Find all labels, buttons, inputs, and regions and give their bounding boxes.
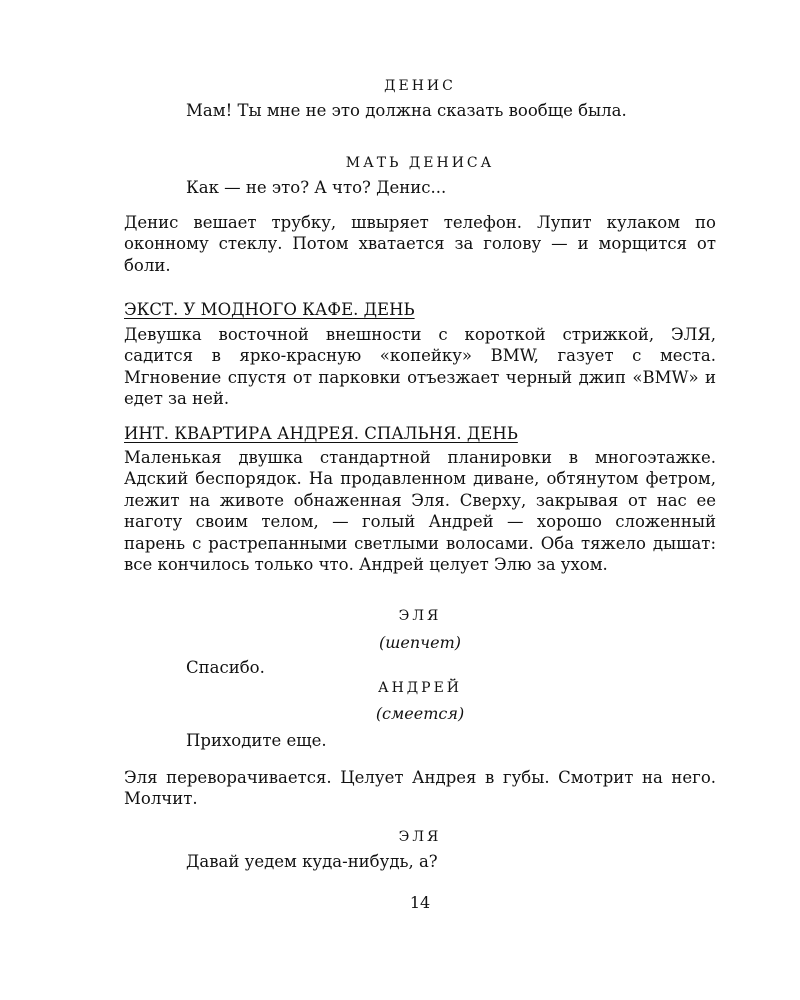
dialogue: Мам! Ты мне не это должна сказать вообще была.	[186, 101, 627, 120]
scene-heading: ИНТ. КВАРТИРА АНДРЕЯ. СПАЛЬНЯ. ДЕНЬ	[124, 424, 518, 443]
character-name: АНДРЕЙ	[377, 680, 463, 696]
action-paragraph: Эля переворачивается. Целует Андрея в губы. Смотрит на него. Молчит.	[124, 768, 716, 809]
parenthetical: (шепчет)	[378, 633, 461, 652]
character-name: ДЕНИС	[384, 78, 456, 94]
page-number: 14	[409, 893, 431, 912]
character-name: ЭЛЯ	[398, 608, 442, 624]
dialogue: Как — не это? А что? Денис...	[186, 178, 447, 197]
character-name: МАТЬ ДЕНИСА	[345, 155, 495, 171]
action-paragraph: Маленькая двушка стандартной планировки в многоэтажке. Адский беспорядок. На продавленном диване, обтянутом фетром, лежит на животе обнаженная Эля. Сверху, закрывая от нас ее наготу своим телом, — голый Андрей — хорошо сложенный парень с растрепанными светлыми волосами. Оба тяжело дышат: все кончилось только что. Андрей целует Элю за ухом.	[124, 448, 716, 575]
dialogue: Давай уедем куда-нибудь, а?	[186, 852, 438, 871]
dialogue: Приходите еще.	[186, 731, 327, 750]
dialogue: Спасибо.	[186, 658, 265, 677]
action-paragraph: Девушка восточной внешности с короткой стрижкой, ЭЛЯ, садится в ярко-красную «копейку» BMW, газует с места. Мгновение спустя от парковки отъезжает черный джип «BMW» и едет за ней.	[124, 325, 716, 409]
character-name: ЭЛЯ	[398, 829, 442, 845]
parenthetical: (смеется)	[375, 704, 465, 723]
scene-heading: ЭКСТ. У МОДНОГО КАФЕ. ДЕНЬ	[124, 300, 415, 319]
action-paragraph: Денис вешает трубку, швыряет телефон. Лупит кулаком по оконному стеклу. Потом хватается за голову — и морщится от боли.	[124, 213, 716, 275]
